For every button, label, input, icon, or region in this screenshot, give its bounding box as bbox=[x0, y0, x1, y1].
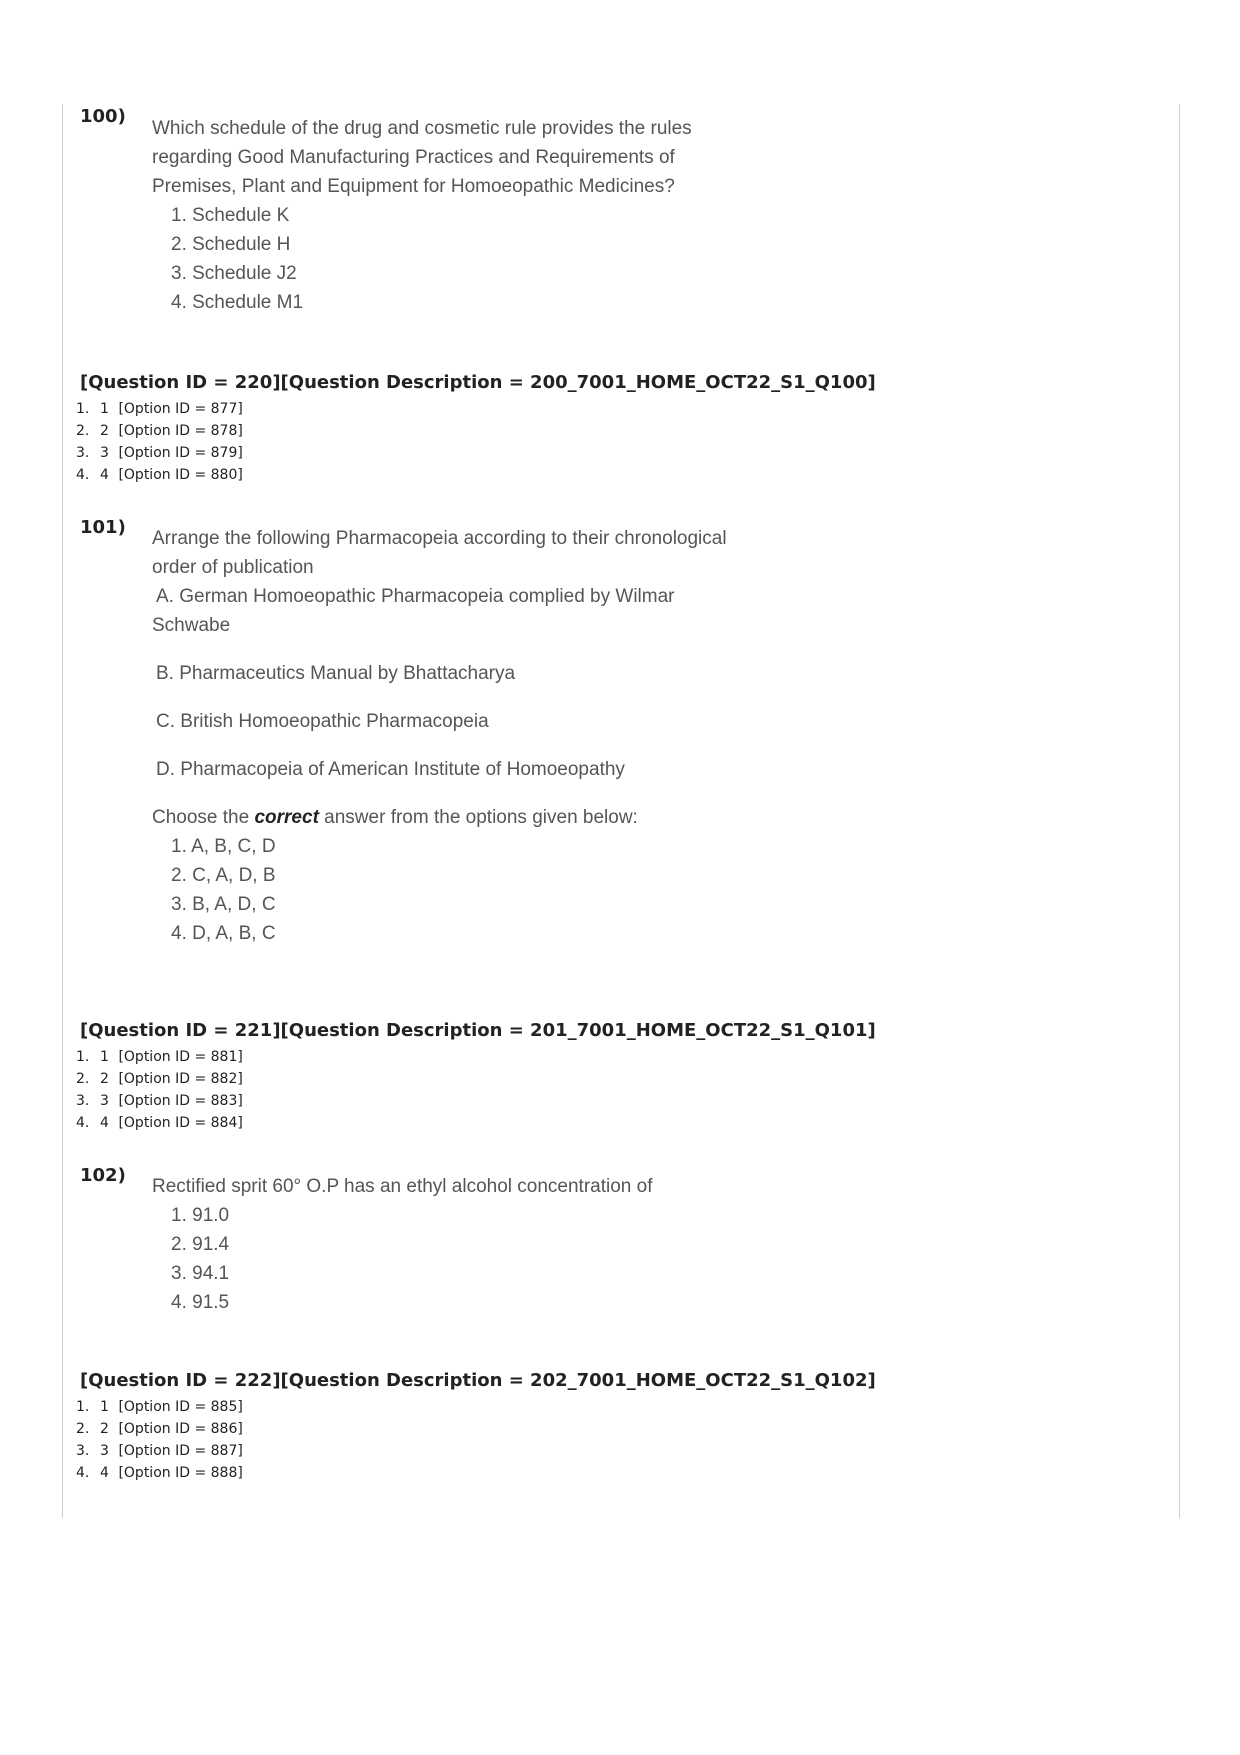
question-text-line: Premises, Plant and Equipment for Homoeopathic Medicines? bbox=[152, 176, 675, 197]
question-meta: [Question ID = 221][Question Description = 201_7001_HOME_OCT22_S1_Q101] bbox=[80, 1020, 876, 1041]
answer-option: 3. Schedule J2 bbox=[171, 263, 297, 284]
answer-option: 2. Schedule H bbox=[171, 234, 291, 255]
question-text-line: regarding Good Manufacturing Practices and Requirements of bbox=[152, 147, 675, 168]
question-text-line: Arrange the following Pharmacopeia according to their chronological bbox=[152, 528, 727, 549]
meta-option: 4. 4 [Option ID = 880] bbox=[76, 467, 243, 483]
answer-option: 2. 91.4 bbox=[171, 1234, 230, 1255]
meta-option: 3. 3 [Option ID = 887] bbox=[76, 1443, 243, 1459]
meta-option: 2. 2 [Option ID = 882] bbox=[76, 1071, 243, 1087]
meta-option-list bbox=[76, 1396, 243, 1484]
answer-options bbox=[171, 201, 692, 317]
meta-option: 2. 2 [Option ID = 886] bbox=[76, 1421, 243, 1437]
answer-option: 4. Schedule M1 bbox=[171, 292, 304, 313]
answer-option: 4. 91.5 bbox=[171, 1292, 230, 1313]
question-body bbox=[152, 114, 692, 317]
question-text-line: Which schedule of the drug and cosmetic rule provides the rules bbox=[152, 118, 692, 139]
instruction-text: Choose the correct answer from the options given below: bbox=[152, 807, 638, 828]
answer-option: 1. Schedule K bbox=[171, 205, 290, 226]
meta-option-list bbox=[76, 398, 243, 486]
meta-option: 1. 1 [Option ID = 881] bbox=[76, 1049, 243, 1065]
meta-option: 3. 3 [Option ID = 879] bbox=[76, 445, 243, 461]
statement-text: D. Pharmacopeia of American Institute of Homoeopathy bbox=[156, 759, 625, 780]
meta-option: 1. 1 [Option ID = 877] bbox=[76, 401, 243, 417]
question-number: 101) bbox=[80, 517, 126, 538]
question-text-line: Schwabe bbox=[152, 615, 231, 636]
question-text-line: A. German Homoeopathic Pharmacopeia complied by Wilmar bbox=[156, 586, 675, 607]
answer-option: 1. 91.0 bbox=[171, 1205, 230, 1226]
question-body bbox=[152, 1172, 652, 1317]
meta-option: 4. 4 [Option ID = 888] bbox=[76, 1465, 243, 1481]
answer-options bbox=[171, 832, 727, 948]
statement-text: B. Pharmaceutics Manual by Bhattacharya bbox=[156, 663, 516, 684]
question-meta: [Question ID = 222][Question Description = 202_7001_HOME_OCT22_S1_Q102] bbox=[80, 1370, 876, 1391]
meta-option: 2. 2 [Option ID = 878] bbox=[76, 423, 243, 439]
question-text-line: order of publication bbox=[152, 557, 314, 578]
question-meta: [Question ID = 220][Question Description = 200_7001_HOME_OCT22_S1_Q100] bbox=[80, 372, 876, 393]
question-text-line: Rectified sprit 60° O.P has an ethyl alcohol concentration of bbox=[152, 1176, 653, 1197]
statement-text: C. British Homoeopathic Pharmacopeia bbox=[156, 711, 489, 732]
meta-option-list bbox=[76, 1046, 243, 1134]
question-number: 102) bbox=[80, 1165, 126, 1186]
answer-option: 1. A, B, C, D bbox=[171, 836, 276, 857]
meta-option: 3. 3 [Option ID = 883] bbox=[76, 1093, 243, 1109]
answer-option: 3. B, A, D, C bbox=[171, 894, 276, 915]
answer-option: 3. 94.1 bbox=[171, 1263, 230, 1284]
answer-option: 2. C, A, D, B bbox=[171, 865, 276, 886]
meta-option: 1. 1 [Option ID = 885] bbox=[76, 1399, 243, 1415]
question-number: 100) bbox=[80, 106, 126, 127]
answer-option: 4. D, A, B, C bbox=[171, 923, 276, 944]
question-body bbox=[152, 524, 727, 948]
meta-option: 4. 4 [Option ID = 884] bbox=[76, 1115, 243, 1131]
answer-options bbox=[171, 1201, 652, 1317]
